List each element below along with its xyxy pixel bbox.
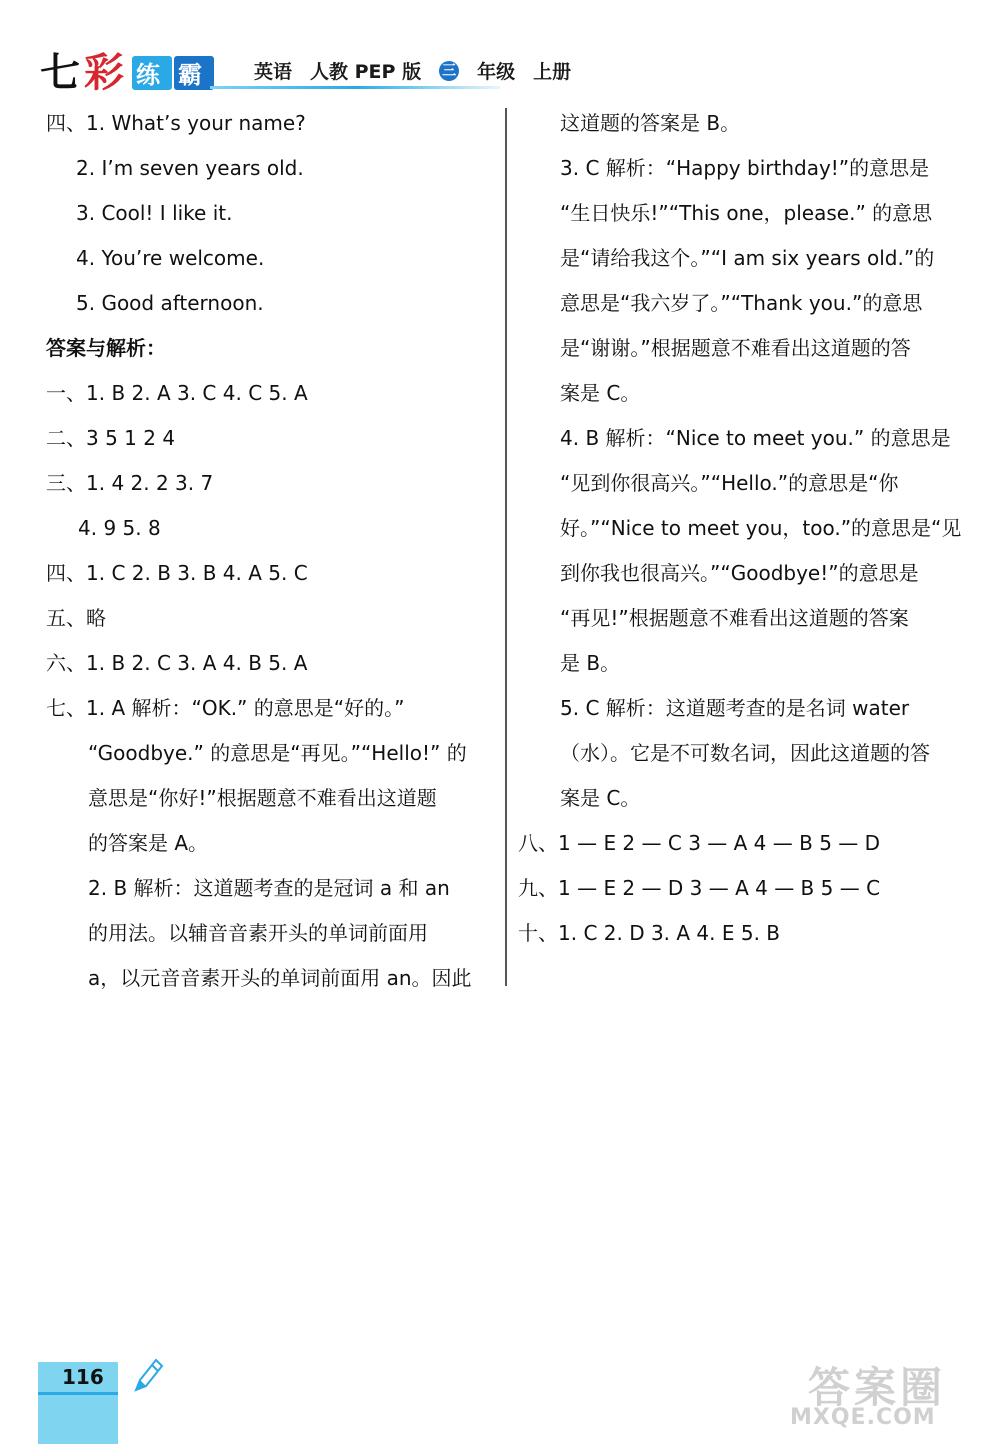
header-underline (210, 86, 500, 89)
answer-line: 的用法。以辅音音素开头的单词前面用 (88, 921, 428, 945)
answer-line: 三、1. 4 2. 2 3. 7 (46, 471, 214, 495)
answer-line: 4. 9 5. 8 (78, 516, 161, 540)
svg-text:七: 七 (40, 49, 80, 96)
answer-line: 到你我也很高兴。”“Goodbye!”的意思是 (560, 561, 919, 585)
answer-line: 5. Good afternoon. (76, 291, 264, 315)
answer-line: 案是 C。 (560, 786, 641, 810)
subject-label: 英语 (254, 61, 293, 83)
page-header (0, 0, 1000, 110)
answer-line: 3. Cool! I like it. (76, 201, 233, 225)
answer-line: 是“请给我这个。”“I am six years old.”的 (560, 246, 935, 270)
answer-line: 5. C 解析：这道题考查的是名词 water (560, 696, 910, 720)
page-number: 116 (62, 1365, 104, 1389)
watermark-url: MXQE.COM (790, 1405, 936, 1430)
answer-line: 3. C 解析：“Happy birthday!”的意思是 (560, 156, 930, 180)
answer-line: 一、1. B 2. A 3. C 4. C 5. A (46, 381, 308, 405)
brand-logo (38, 42, 218, 104)
answer-line: 是 B。 (560, 651, 621, 675)
answer-line: 九、1 — E 2 — D 3 — A 4 — B 5 — C (518, 876, 881, 900)
answer-line: 4. You’re welcome. (76, 246, 265, 270)
answer-line: 这道题的答案是 B。 (560, 111, 741, 135)
svg-text:霸: 霸 (178, 61, 202, 89)
answer-line: 七、1. A 解析：“OK.” 的意思是“好的。” (46, 696, 405, 720)
answer-line: 意思是“你好!”根据题意不难看出这道题 (88, 786, 437, 810)
answer-line: 五、略 (46, 606, 106, 630)
answer-line: “生日快乐!”“This one，please.” 的意思 (560, 201, 933, 225)
watermark-logo-text: 答案圈 (808, 1363, 947, 1412)
answer-line: 4. B 解析：“Nice to meet you.” 的意思是 (560, 426, 951, 450)
answer-line: 四、1. C 2. B 3. B 4. A 5. C (46, 561, 308, 585)
answer-line: 2. I’m seven years old. (76, 156, 304, 180)
answer-line: “再见!”根据题意不难看出这道题的答案 (560, 606, 909, 630)
answer-line: （水）。它是不可数名词，因此这道题的答 (560, 741, 930, 765)
page-number-rule (38, 1392, 118, 1395)
answer-line: 2. B 解析：这道题考查的是冠词 a 和 an (88, 876, 450, 900)
answer-line: 意思是“我六岁了。”“Thank you.”的意思 (560, 291, 923, 315)
answer-line: 好。”“Nice to meet you，too.”的意思是“见 (560, 516, 962, 540)
answer-line: 八、1 — E 2 — C 3 — A 4 — B 5 — D (518, 831, 881, 855)
book-info (254, 57, 589, 84)
watermark (790, 1355, 980, 1435)
answer-line: 十、1. C 2. D 3. A 4. E 5. B (518, 921, 781, 945)
answer-line: a，以元音音素开头的单词前面用 an。因此 (88, 966, 472, 990)
svg-text:彩: 彩 (84, 49, 124, 96)
grade-label: 年级 (477, 61, 516, 83)
answer-line: “见到你很高兴。”“Hello.”的意思是“你 (560, 471, 899, 495)
column-divider (505, 108, 507, 986)
edition-label: 人教 PEP 版 (310, 61, 422, 83)
volume-label: 上册 (533, 61, 572, 83)
answer-line: 的答案是 A。 (88, 831, 209, 855)
answer-line: “Goodbye.” 的意思是“再见。”“Hello!” 的 (88, 741, 467, 765)
answer-line: 四、1. What’s your name? (46, 111, 306, 135)
pencil-icon (128, 1356, 164, 1396)
answer-line: 案是 C。 (560, 381, 641, 405)
answer-line: 是“谢谢。”根据题意不难看出这道题的答 (560, 336, 911, 360)
answer-line: 六、1. B 2. C 3. A 4. B 5. A (46, 651, 308, 675)
section-heading: 答案与解析： (46, 336, 166, 360)
grade-badge: 三 (439, 61, 459, 81)
answer-line: 二、3 5 1 2 4 (46, 426, 176, 450)
svg-text:练: 练 (136, 61, 160, 89)
